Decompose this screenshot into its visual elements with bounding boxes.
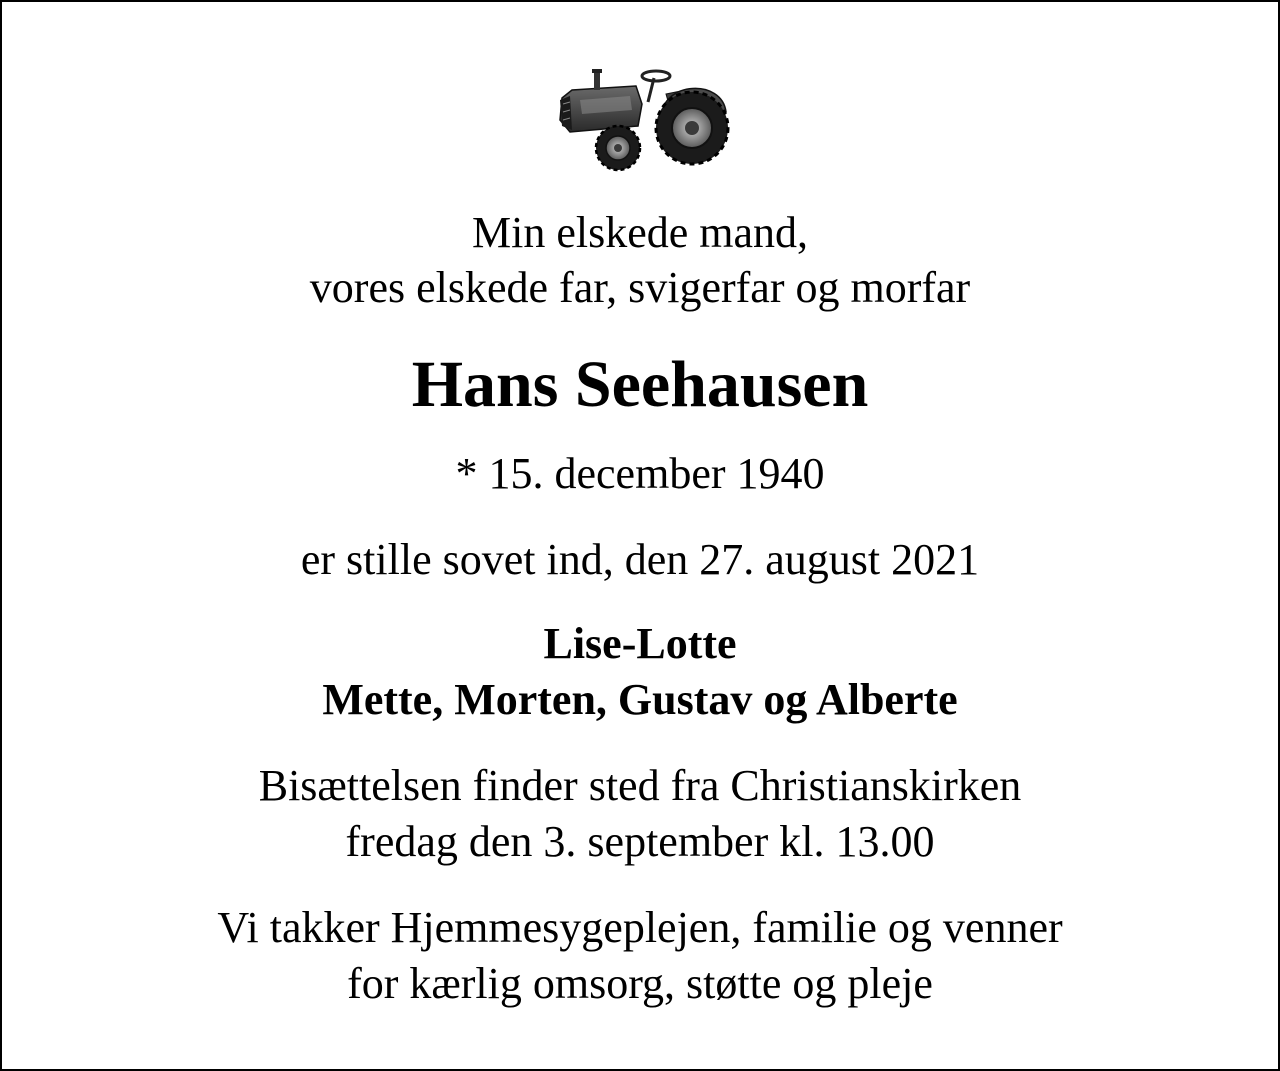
intro-line-2: vores elskede far, svigerfar og morfar	[309, 263, 971, 312]
deceased-name: Hans Seehausen	[411, 348, 869, 421]
funeral-line-1: Bisættelsen finder sted fra Christianskirken	[258, 761, 1022, 810]
family-line-1: Lise-Lotte	[543, 619, 737, 668]
intro-line-1: Min elskede mand,	[471, 208, 809, 257]
thanks-line-1: Vi takker Hjemmesygeplejen, familie og venner	[217, 903, 1063, 952]
funeral-line-2: fredag den 3. september kl. 13.00	[345, 817, 935, 866]
death-notice: er stille sovet ind, den 27. august 2021	[300, 535, 980, 584]
family-line-2: Mette, Morten, Gustav og Alberte	[322, 675, 958, 724]
thanks-line-2: for kærlig omsorg, støtte og pleje	[347, 959, 933, 1008]
birth-date: * 15. december 1940	[455, 449, 825, 498]
tractor-icon	[550, 60, 734, 172]
